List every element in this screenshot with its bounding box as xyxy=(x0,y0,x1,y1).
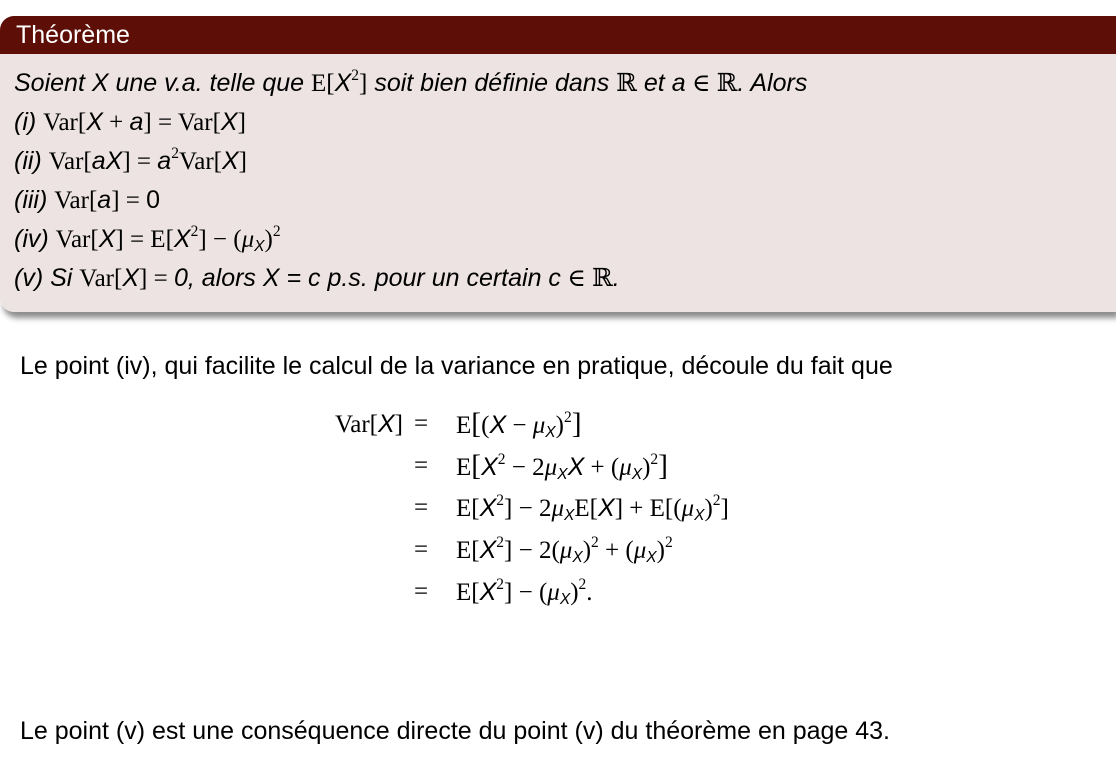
math-part: [ xyxy=(471,450,482,482)
math-part: aX xyxy=(91,147,123,175)
math-part: ] − ( xyxy=(198,226,242,253)
intro-text-5: . Alors xyxy=(737,69,808,97)
math-part: ] − 2( xyxy=(504,537,560,564)
math-sup: 2 xyxy=(563,409,572,427)
paragraph-variance-intro: Le point (iv), qui facilite le calcul de la variance en pratique, découle du fait que xyxy=(20,352,893,380)
math-sub: X xyxy=(254,237,265,255)
math-sub: X xyxy=(631,465,643,483)
math-part: ) xyxy=(656,537,665,564)
math-sup: 2 xyxy=(712,492,721,510)
intro-reals: ℝ xyxy=(616,70,637,97)
math-part: ) xyxy=(704,495,713,522)
theorem-title: Théorème xyxy=(0,16,1116,54)
derivation-rhs xyxy=(456,488,729,529)
math-part: X xyxy=(479,578,497,606)
equals-sign: = xyxy=(414,578,429,605)
item-label: (iv) xyxy=(14,225,56,253)
intro-var-x2: X xyxy=(334,69,352,97)
math-part: X xyxy=(479,536,497,564)
intro-text-1: Soient xyxy=(14,69,92,97)
math-part: X xyxy=(598,494,615,522)
math-part: μ xyxy=(619,454,632,481)
item-label: (ii) xyxy=(14,147,49,175)
lhs-var: Var[ xyxy=(334,411,378,438)
math-part: X xyxy=(481,453,498,481)
math-part: Var[ xyxy=(54,187,98,214)
derivation-rhs xyxy=(456,404,582,446)
math-part: ] − ( xyxy=(504,579,548,606)
math-part: ] = xyxy=(111,187,147,214)
derivation-lhs xyxy=(290,404,403,445)
math-sub: X xyxy=(564,506,575,524)
math-part: ] + E[( xyxy=(614,495,682,522)
theorem-block xyxy=(0,16,1116,312)
intro-var-a: a xyxy=(671,69,686,97)
math-part: + ( xyxy=(598,537,634,564)
math-sub: X xyxy=(694,506,705,524)
math-sup: 2 xyxy=(496,576,505,594)
math-part: μ xyxy=(241,226,255,253)
math-sub: X xyxy=(557,465,568,483)
paragraph-point-v: Le point (v) est une conséquence directe du point (v) du théorème en page 43. xyxy=(20,717,891,745)
math-part: a xyxy=(97,186,112,214)
math-part: ] = xyxy=(122,148,158,175)
math-part: ] = Var[ xyxy=(143,109,221,136)
math-sub: X xyxy=(646,548,657,566)
math-sup: 2 xyxy=(497,451,506,469)
math-sub: X xyxy=(559,590,571,608)
math-part: ] − 2 xyxy=(504,495,552,522)
theorem-body xyxy=(0,54,1116,312)
math-part: E xyxy=(456,412,472,439)
math-part: ) xyxy=(642,454,651,481)
math-part: μ xyxy=(532,412,546,439)
math-part: X xyxy=(221,147,239,175)
math-part: μ xyxy=(681,495,695,522)
math-part: E[ xyxy=(456,579,480,606)
math-part: ] = xyxy=(139,265,174,292)
lhs-bracket: ] xyxy=(394,411,403,438)
intro-square: 2 xyxy=(351,67,360,85)
math-part: E[ xyxy=(456,537,480,564)
theorem-item-v xyxy=(14,259,1116,298)
math-sup: 2 xyxy=(171,145,179,163)
math-part: E[ xyxy=(574,495,598,522)
math-part: ] xyxy=(238,148,247,175)
math-part: ] xyxy=(237,109,246,136)
math-sup: 2 xyxy=(591,534,599,552)
item-label: (v) Si xyxy=(14,264,80,292)
theorem-item-ii xyxy=(14,142,1116,181)
math-part: [ xyxy=(471,408,482,440)
math-part: . xyxy=(586,579,593,606)
theorem-item-iii xyxy=(14,181,1116,220)
math-part: μ xyxy=(633,537,647,564)
math-part: ] = E[ xyxy=(115,226,174,253)
math-part: X xyxy=(122,264,139,292)
math-part: ) xyxy=(570,579,579,606)
math-part: X xyxy=(479,494,497,522)
math-sup: 2 xyxy=(578,576,587,594)
math-part: ) xyxy=(555,412,564,439)
math-part: ] xyxy=(658,450,668,482)
math-part: X xyxy=(98,225,116,253)
derivation-rhs xyxy=(456,572,593,613)
math-sup: 2 xyxy=(496,534,505,552)
math-part: a xyxy=(157,147,172,175)
intro-text-4: et xyxy=(636,69,672,97)
derivation-rhs xyxy=(456,530,673,571)
intro-text-3: soit bien définie dans xyxy=(367,69,617,97)
item-text: 0, alors X = c p.s. pour un certain c xyxy=(173,264,561,292)
math-part: ] xyxy=(720,495,729,522)
theorem-item-iv xyxy=(14,220,1116,259)
math-part: ] xyxy=(571,408,582,440)
math-sup: 2 xyxy=(272,223,281,241)
math-part: Var[ xyxy=(43,109,87,136)
intro-bracket-left: [ xyxy=(326,70,335,97)
math-part: 0 xyxy=(146,186,161,214)
math-sup: 2 xyxy=(190,223,199,241)
math-part: Var[ xyxy=(79,265,123,292)
math-part: Var[ xyxy=(48,148,92,175)
math-part: X xyxy=(173,225,191,253)
item-label: (iii) xyxy=(14,186,55,214)
intro-in: ∈ xyxy=(685,70,717,97)
math-part: ) xyxy=(582,537,592,564)
intro-reals-2: ℝ xyxy=(716,70,738,97)
derivation-rhs xyxy=(456,446,668,488)
math-part: μ xyxy=(544,454,558,481)
math-part: ) xyxy=(264,226,273,253)
math-part: μ xyxy=(559,537,573,564)
equals-sign: = xyxy=(414,452,429,479)
math-part: X xyxy=(489,411,507,439)
math-sup: 2 xyxy=(496,492,505,510)
math-part: − 2 xyxy=(505,454,545,481)
math-part: ∈ ℝ xyxy=(560,265,613,292)
item-text: . xyxy=(612,264,620,292)
intro-expectation: E xyxy=(311,70,327,97)
math-part: − xyxy=(506,412,533,439)
intro-var-x: X xyxy=(91,69,109,97)
math-part: ( xyxy=(481,412,490,439)
math-part: μ xyxy=(551,495,565,522)
math-part: a xyxy=(129,108,144,136)
math-sup: 2 xyxy=(650,451,659,469)
intro-bracket-right: ] xyxy=(359,70,368,97)
equals-sign: = xyxy=(414,536,429,563)
math-sub: X xyxy=(545,423,556,441)
math-part: + ( xyxy=(584,454,620,481)
intro-text-2: une v.a. telle que xyxy=(108,69,311,97)
math-part: E xyxy=(456,454,472,481)
math-part: μ xyxy=(547,579,560,606)
math-part: + xyxy=(102,109,130,136)
math-part: X xyxy=(86,108,103,136)
math-sup: 2 xyxy=(664,534,673,552)
math-sub: X xyxy=(572,548,583,566)
math-part: X xyxy=(567,453,585,481)
math-part: Var[ xyxy=(178,148,222,175)
math-part: Var[ xyxy=(55,226,99,253)
equals-sign: = xyxy=(414,494,429,521)
equals-sign: = xyxy=(414,410,429,437)
item-label: (i) xyxy=(14,108,44,136)
math-part: X xyxy=(220,108,238,136)
theorem-item-i xyxy=(14,103,1116,142)
lhs-x: X xyxy=(377,410,395,438)
theorem-intro xyxy=(14,64,1116,103)
math-part: E[ xyxy=(456,495,480,522)
